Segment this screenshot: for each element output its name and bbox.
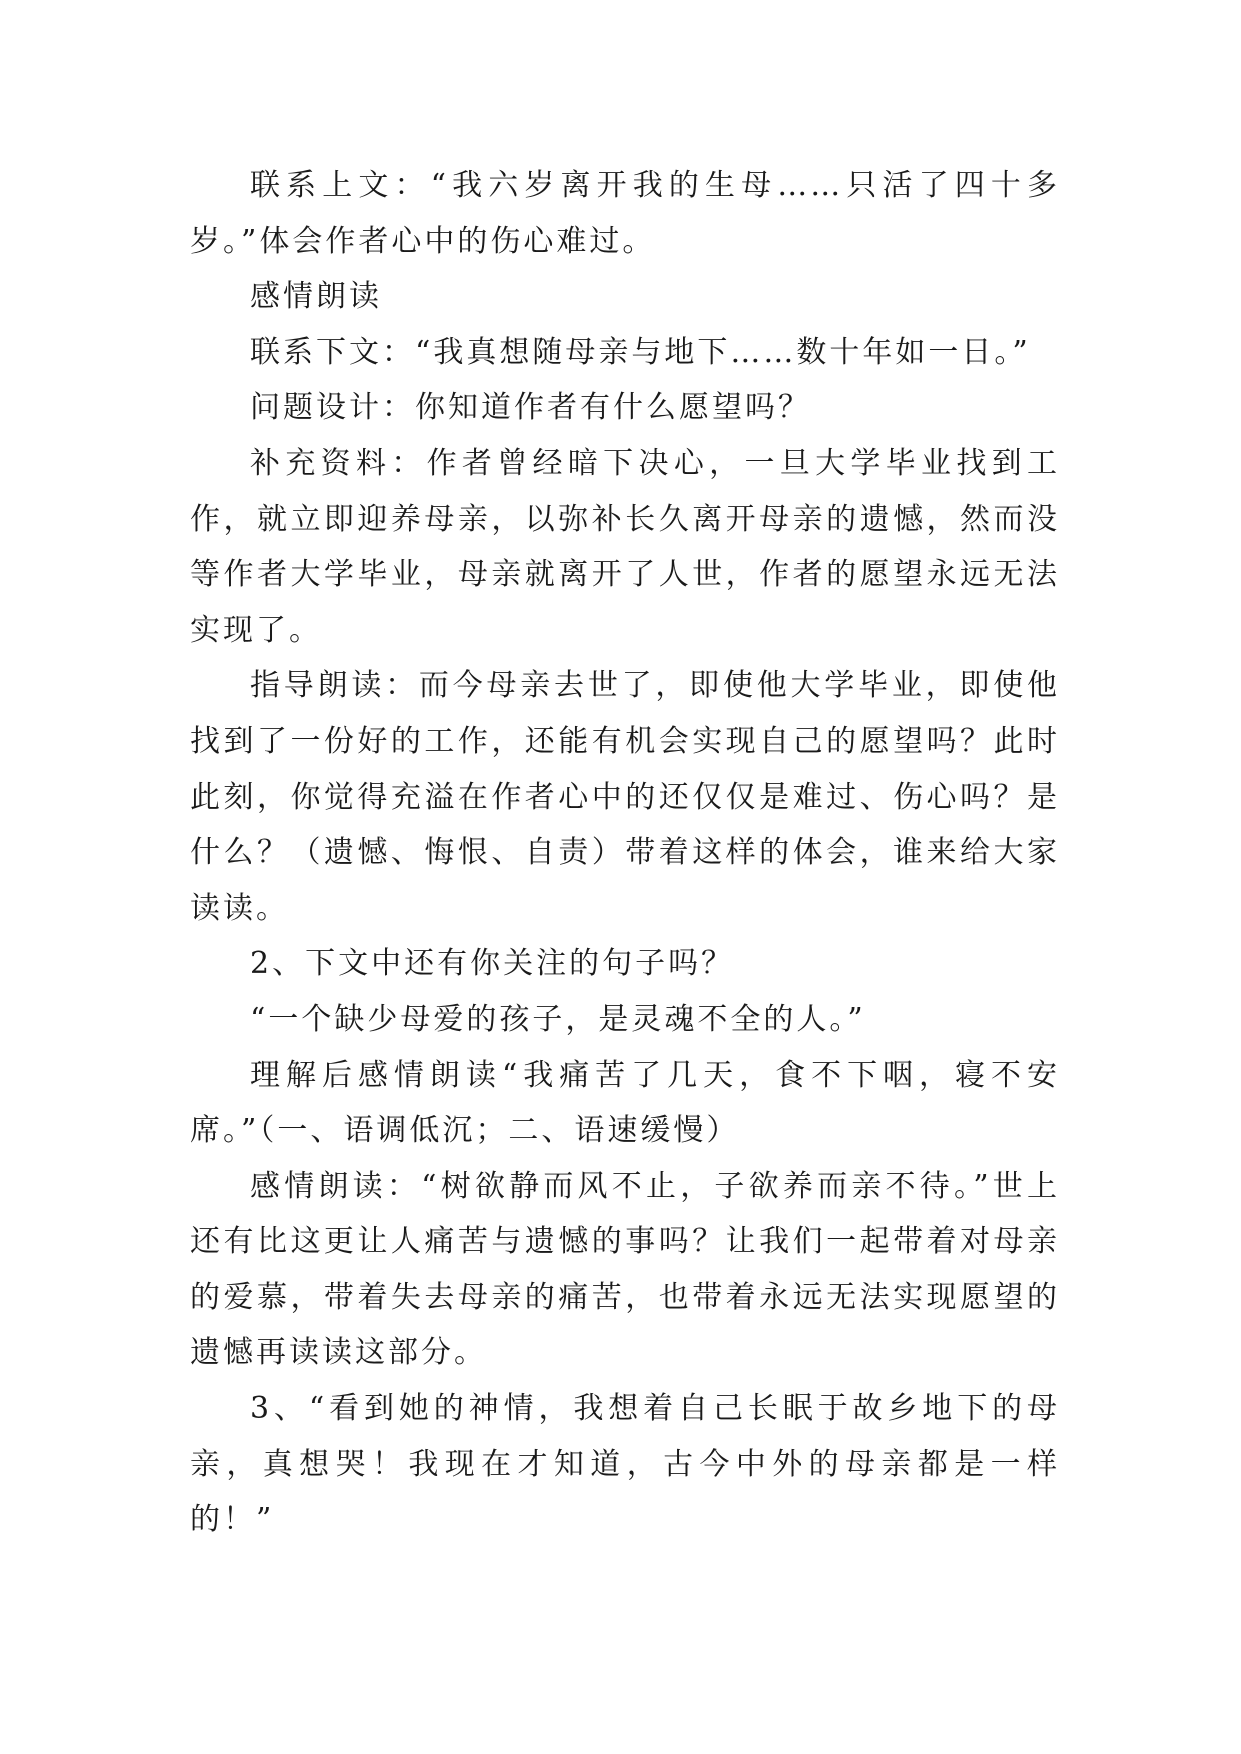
paragraph-3: 联系下文：“我真想随母亲与地下……数十年如一日。” [250,334,1031,370]
document-body [190,158,1060,1548]
paragraph-10: 感情朗读：“树欲静而风不止，子欲养而亲不待。”世上还有比这更让人痛苦与遗憾的事吗？让我们一起带着对母亲的爱慕，带着失去母亲的痛苦，也带着永远无法实现愿望的遗憾再读读这部分。 [190,1168,1060,1371]
paragraph-8: “一个缺少母爱的孩子，是灵魂不全的人。” [250,1001,866,1037]
paragraph-9: 理解后感情朗读“我痛苦了几天，食不下咽，寝不安席。”（一、语调低沉；二、语速缓慢） [190,1057,1060,1149]
paragraph-4: 问题设计：你知道作者有什么愿望吗？ [250,390,811,426]
paragraph-6: 指导朗读：而今母亲去世了，即使他大学毕业，即使他找到了一份好的工作，还能有机会实现自己的愿望吗？此时此刻，你觉得充溢在作者心中的还仅仅是难过、伤心吗？是什么？（遗憾、悔恨、自责）带着这样的体会，谁来给大家读读。 [190,668,1060,926]
paragraph-2: 感情朗读 [250,279,382,315]
paragraph-7: 2、下文中还有你关注的句子吗？ [250,946,735,982]
paragraph-5: 补充资料：作者曾经暗下决心，一旦大学毕业找到工作，就立即迎养母亲，以弥补长久离开母亲的遗憾，然而没等作者大学毕业，母亲就离开了人世，作者的愿望永远无法实现了。 [190,445,1060,648]
paragraph-1: 联系上文：“我六岁离开我的生母……只活了四十多岁。”体会作者心中的伤心难过。 [190,168,1060,259]
paragraph-11: 3、“看到她的神情，我想着自己长眠于故乡地下的母亲，真想哭！我现在才知道，古今中外的母亲都是一样的！” [190,1391,1060,1538]
